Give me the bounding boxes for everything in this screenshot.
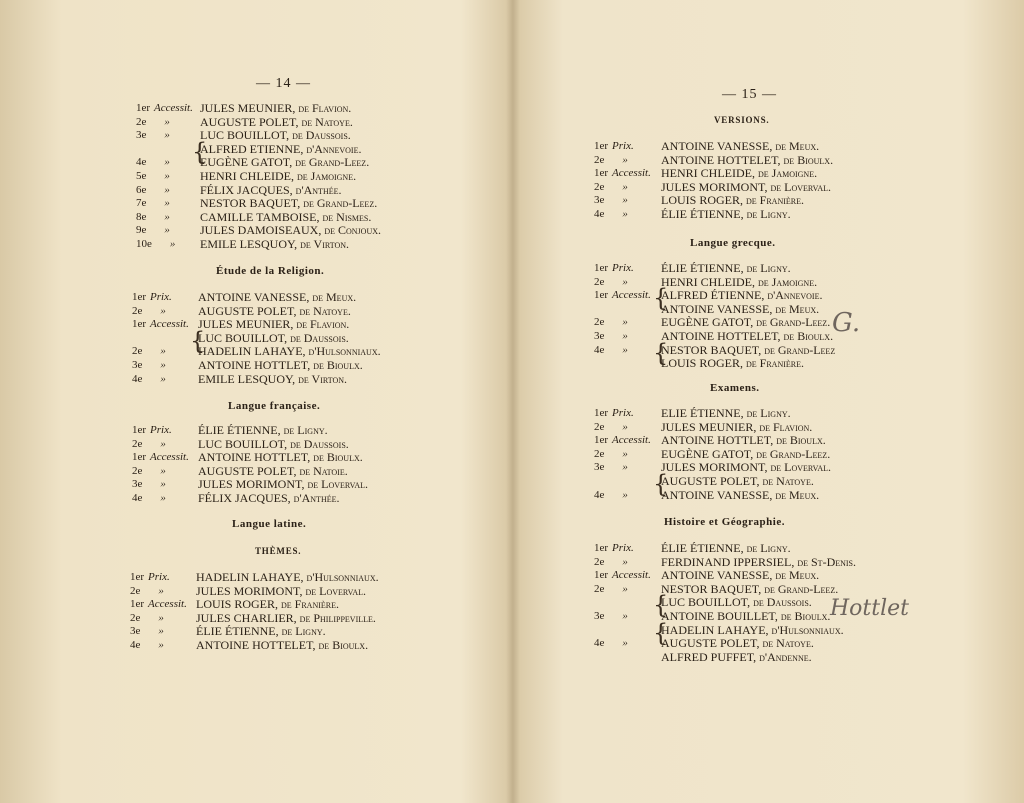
award-rank — [130, 639, 164, 652]
student-name: ÉLIE ÉTIENNE, de Ligny. — [198, 423, 328, 437]
award-label: » — [158, 625, 164, 638]
student-name: ÉLIE ÉTIENNE, de Ligny. — [661, 541, 791, 555]
student-name: LOUIS ROGER, de Franière. — [196, 597, 340, 612]
award-rank — [594, 194, 628, 207]
award-label: Accessit. — [612, 289, 651, 302]
student-name: HENRI CHLEIDE, de Jamoigne. — [661, 166, 818, 181]
rank-ordinal: 2e — [594, 316, 605, 329]
rank-ordinal: 3e — [132, 359, 143, 371]
rank-ordinal: 2e — [132, 345, 143, 358]
rank-ordinal: 2e — [130, 584, 141, 597]
section-heading-latine: Langue latine. — [232, 518, 307, 530]
rank-ordinal: 2e — [132, 437, 143, 450]
award-rank — [136, 211, 170, 224]
student-name: ANTOINE VANESSE, de Meux. — [198, 290, 357, 304]
student-name: AUGUSTE POLET, de Natoye. — [661, 636, 814, 651]
award-label: » — [160, 345, 166, 358]
award-rank — [130, 612, 164, 625]
award-label: » — [164, 197, 170, 210]
student-name: CAMILLE TAMBOISE, de Nismes. — [200, 209, 372, 224]
award-rank — [594, 181, 628, 194]
award-rank — [132, 373, 166, 386]
student-name: LUC BOUILLOT, de Daussois. — [661, 595, 812, 610]
student-name: EMILE LESQUOY, de Virton. — [198, 371, 348, 386]
award-label: » — [169, 238, 176, 250]
student-name: NESTOR BAQUET, de Grand-Leez — [661, 342, 836, 357]
award-label: » — [622, 316, 628, 329]
page-number: — 15 — — [722, 87, 777, 102]
award-rank — [594, 421, 628, 434]
award-rank — [132, 424, 172, 437]
grouping-brace: { — [190, 326, 206, 355]
student-name: JULES MORIMONT, de Loverval. — [198, 477, 368, 492]
right-page — [514, 0, 1024, 803]
grouping-brace: { — [653, 284, 669, 313]
rank-ordinal: 3e — [594, 610, 605, 622]
award-rank — [594, 542, 634, 555]
award-rank — [594, 489, 628, 502]
award-label: Accessit. — [150, 318, 189, 331]
rank-ordinal: 8e — [136, 210, 147, 223]
student-name: FERDINAND IPPERSIEL, de St-Denis. — [661, 554, 857, 569]
rank-ordinal: 4e — [594, 488, 605, 501]
section-heading-examens: Examens. — [710, 382, 760, 394]
student-name: JULES MEUNIER, de Flavion. — [661, 419, 813, 434]
student-name: HADELIN LAHAYE, d'Hulsonniaux. — [198, 344, 381, 359]
rank-ordinal: 4e — [136, 156, 147, 169]
award-rank — [594, 407, 634, 420]
award-rank — [130, 625, 164, 638]
award-rank — [594, 461, 628, 474]
award-label: » — [622, 488, 628, 501]
student-name: JULES MORIMONT, de Loverval. — [196, 583, 366, 598]
student-name: ANTOINE HOTTELET, de Bioulx. — [661, 152, 834, 167]
student-name: AUGUSTE POLET, de Natoye. — [200, 114, 353, 129]
award-rank — [132, 345, 166, 358]
student-name: ALFRED ETIENNE, d'Annevoie. — [200, 141, 362, 156]
student-name: JULES CHARLIER, de Philippeville. — [196, 610, 376, 625]
handwritten-annotation-hottlet: Hottlet — [830, 596, 910, 621]
rank-ordinal: 1er — [594, 434, 609, 447]
student-name: LOUIS ROGER, de Franière. — [661, 356, 805, 371]
page-number: — 14 — — [256, 76, 311, 91]
award-rank — [132, 318, 189, 331]
award-label: » — [164, 224, 170, 237]
rank-ordinal: 1er — [594, 262, 609, 274]
award-rank — [132, 359, 166, 372]
student-name: AUGUSTE POLET, de Natoie. — [198, 463, 348, 478]
award-rank — [594, 140, 634, 153]
rank-ordinal: 2e — [136, 115, 147, 128]
rank-ordinal: 2e — [594, 582, 605, 595]
section-heading-grecque: Langue grecque. — [690, 237, 776, 249]
award-label: Prix. — [150, 424, 172, 436]
student-name: ANTOINE HOTTLET, de Bioulx. — [198, 450, 363, 465]
student-name: ALFRED ÉTIENNE, d'Annevoie. — [661, 288, 823, 303]
grouping-brace: { — [653, 591, 669, 620]
rank-ordinal: 10e — [136, 238, 152, 250]
rank-ordinal: 1er — [132, 291, 147, 303]
student-name: ALFRED PUFFET, d'Andenne. — [661, 649, 812, 664]
rank-ordinal: 4e — [130, 639, 141, 651]
student-name: LOUIS ROGER, de Franière. — [661, 193, 805, 208]
rank-ordinal: 2e — [132, 304, 143, 317]
rank-ordinal: 4e — [594, 637, 605, 650]
award-label: » — [622, 582, 628, 595]
award-label: Accessit. — [612, 167, 651, 180]
award-rank — [594, 637, 628, 650]
rank-ordinal: 4e — [594, 343, 605, 356]
grouping-brace: { — [653, 338, 669, 367]
rank-ordinal: 6e — [136, 183, 147, 196]
rank-ordinal: 1er — [132, 318, 147, 331]
award-rank — [594, 208, 628, 221]
student-name: ANTOINE HOTTELET, de Bioulx. — [661, 329, 834, 343]
award-label: » — [164, 115, 170, 128]
award-label: » — [622, 610, 628, 622]
award-rank — [132, 291, 172, 304]
student-name: JULES DAMOISEAUX, de Conjoux. — [200, 223, 382, 238]
rank-ordinal: 1er — [130, 571, 145, 583]
rank-ordinal: 1er — [594, 407, 609, 419]
rank-ordinal: 2e — [594, 447, 605, 460]
student-name: ANTOINE VANESSE, de Meux. — [661, 301, 820, 316]
award-rank — [594, 330, 628, 343]
award-rank — [132, 478, 166, 491]
student-name: JULES MORIMONT, de Loverval. — [661, 179, 831, 194]
student-name: HADELIN LAHAYE, d'Hulsonniaux. — [661, 622, 844, 637]
award-rank — [132, 305, 166, 318]
award-label: Prix. — [148, 571, 170, 583]
award-label: » — [160, 437, 166, 450]
student-name: AUGUSTE POLET, de Natoye. — [661, 474, 814, 488]
rank-ordinal: 5e — [136, 170, 147, 182]
student-name: ANTOINE VANESSE, de Meux. — [661, 568, 820, 583]
award-label: » — [622, 194, 628, 207]
award-rank — [594, 448, 628, 461]
award-rank — [594, 154, 628, 167]
rank-ordinal: 2e — [594, 555, 605, 568]
subheading-themes: THÈMES. — [255, 546, 302, 556]
handwritten-mark-g: G. — [832, 308, 861, 338]
rank-ordinal: 4e — [132, 372, 143, 385]
student-name: ANTOINE HOTTLET, de Bioulx. — [661, 433, 826, 448]
award-rank — [130, 571, 170, 584]
award-label: » — [622, 420, 628, 433]
student-name: FÉLIX JACQUES, d'Anthée. — [200, 182, 342, 197]
award-rank — [132, 438, 166, 451]
student-name: ANTOINE HOTTELET, de Bioulx. — [196, 638, 369, 652]
rank-ordinal: 1er — [594, 289, 609, 302]
student-name: NESTOR BAQUET, de Grand-Leez. — [200, 196, 378, 211]
student-name: LUC BOUILLOT, de Daussois. — [200, 128, 351, 143]
award-rank — [594, 262, 634, 275]
grouping-brace: { — [192, 137, 208, 166]
award-label: » — [164, 210, 170, 223]
rank-ordinal: 1er — [132, 424, 147, 436]
award-label: » — [160, 492, 166, 504]
student-name: ELIE ÉTIENNE, de Ligny. — [661, 406, 791, 420]
rank-ordinal: 2e — [130, 611, 141, 624]
student-name: ANTOINE HOTTLET, de Bioulx. — [198, 358, 363, 372]
award-rank — [132, 465, 166, 478]
rank-ordinal: 3e — [132, 478, 143, 491]
award-rank — [136, 184, 170, 197]
grouping-brace: { — [653, 470, 669, 498]
award-label: » — [160, 304, 166, 317]
award-label: » — [622, 275, 628, 288]
award-label: » — [622, 153, 628, 166]
student-name: ANTOINE VANESSE, de Meux. — [661, 487, 820, 502]
award-rank — [136, 116, 170, 129]
award-rank — [594, 556, 628, 569]
award-label: » — [622, 208, 628, 220]
rank-ordinal: 4e — [132, 492, 143, 504]
student-name: HENRI CHLEIDE, de Jamoigne. — [200, 169, 357, 183]
rank-ordinal: 3e — [594, 194, 605, 207]
award-label: » — [158, 584, 164, 597]
award-label: Prix. — [612, 262, 634, 274]
award-rank — [136, 238, 175, 251]
left-page — [0, 0, 510, 803]
student-name: JULES MORIMONT, de Loverval. — [661, 460, 831, 475]
student-name: ÉLIE ÉTIENNE, de Ligny. — [661, 207, 791, 221]
rank-ordinal: 2e — [594, 180, 605, 193]
student-name: EMILE LESQUOY, de Virton. — [200, 237, 350, 251]
award-label: Accessit. — [150, 451, 189, 464]
rank-ordinal: 2e — [594, 153, 605, 166]
grouping-brace: { — [653, 618, 669, 647]
award-label: » — [622, 447, 628, 460]
award-label: » — [622, 555, 628, 568]
rank-ordinal: 2e — [594, 420, 605, 433]
section-heading-histoire: Histoire et Géographie. — [664, 516, 785, 528]
award-label: » — [622, 343, 628, 356]
award-rank — [594, 276, 628, 289]
student-name: LUC BOUILLOT, de Daussois. — [198, 436, 349, 451]
award-label: » — [622, 637, 628, 650]
award-label: Accessit. — [154, 102, 193, 114]
award-rank — [594, 434, 651, 447]
rank-ordinal: 1er — [132, 451, 147, 464]
student-name: ÉLIE ÉTIENNE, de Ligny. — [196, 624, 326, 639]
award-label: Accessit. — [612, 434, 651, 447]
rank-ordinal: 4e — [594, 208, 605, 220]
award-label: » — [622, 461, 628, 474]
award-rank — [594, 344, 628, 357]
award-rank — [594, 289, 651, 302]
section-heading-religion: Étude de la Religion. — [216, 265, 325, 277]
student-name: EUGÈNE GATOT, de Grand-Leez. — [661, 315, 831, 330]
student-name: HADELIN LAHAYE, d'Hulsonniaux. — [196, 570, 379, 584]
section-heading-francaise: Langue française. — [228, 400, 321, 412]
rank-ordinal: 1er — [594, 569, 609, 582]
award-rank — [132, 492, 166, 505]
student-name: ÉLIE ÉTIENNE, de Ligny. — [661, 261, 791, 275]
award-label: » — [164, 156, 170, 169]
rank-ordinal: 3e — [594, 461, 605, 474]
rank-ordinal: 2e — [132, 464, 143, 477]
award-label: » — [622, 330, 628, 342]
award-label: Prix. — [612, 140, 634, 152]
award-label: » — [158, 639, 164, 651]
rank-ordinal: 3e — [136, 129, 147, 142]
award-rank — [136, 102, 193, 115]
award-label: » — [160, 464, 166, 477]
award-label: » — [164, 170, 170, 182]
rank-ordinal: 1er — [594, 167, 609, 180]
award-label: Prix. — [612, 542, 634, 554]
award-label: Accessit. — [148, 598, 187, 611]
award-rank — [130, 598, 187, 611]
rank-ordinal: 1er — [594, 140, 609, 152]
student-name: JULES MEUNIER, de Flavion. — [200, 101, 352, 115]
rank-ordinal: 7e — [136, 197, 147, 210]
award-label: » — [160, 478, 166, 491]
award-label: » — [158, 611, 164, 624]
award-rank — [132, 451, 189, 464]
award-rank — [594, 569, 651, 582]
award-rank — [594, 167, 651, 180]
rank-ordinal: 3e — [594, 330, 605, 342]
student-name: EUGÈNE GATOT, de Grand-Leez. — [200, 155, 370, 170]
award-rank — [136, 224, 170, 237]
rank-ordinal: 1er — [130, 598, 145, 611]
award-rank — [136, 156, 170, 169]
award-label: Accessit. — [612, 569, 651, 582]
rank-ordinal: 2e — [594, 275, 605, 288]
rank-ordinal: 1er — [594, 542, 609, 554]
award-rank — [594, 610, 628, 623]
student-name: EUGÈNE GATOT, de Grand-Leez. — [661, 446, 831, 461]
student-name: ANTOINE BOUILLET, de Bioulx. — [661, 609, 831, 623]
student-name: NESTOR BAQUET, de Grand-Leez. — [661, 581, 839, 596]
award-label: » — [164, 129, 170, 142]
student-name: FÉLIX JACQUES, d'Anthée. — [198, 491, 340, 505]
award-label: Prix. — [612, 407, 634, 419]
award-rank — [136, 170, 170, 183]
rank-ordinal: 9e — [136, 224, 147, 237]
award-rank — [136, 197, 170, 210]
subheading-versions: VERSIONS. — [714, 115, 770, 125]
student-name: LUC BOUILLOT, de Daussois. — [198, 330, 349, 345]
student-name: AUGUSTE POLET, de Natoye. — [198, 303, 351, 318]
award-label: » — [160, 372, 166, 385]
award-rank — [594, 583, 628, 596]
student-name: JULES MEUNIER, de Flavion. — [198, 317, 350, 332]
student-name: ANTOINE VANESSE, de Meux. — [661, 139, 820, 153]
student-name: HENRI CHLEIDE, de Jamoigne. — [661, 274, 818, 289]
award-label: » — [164, 183, 170, 196]
award-rank — [136, 129, 170, 142]
award-rank — [594, 316, 628, 329]
award-label: » — [160, 359, 166, 371]
rank-ordinal: 1er — [136, 102, 151, 114]
award-rank — [130, 585, 164, 598]
award-label: » — [622, 180, 628, 193]
award-label: Prix. — [150, 291, 172, 303]
rank-ordinal: 3e — [130, 625, 141, 638]
